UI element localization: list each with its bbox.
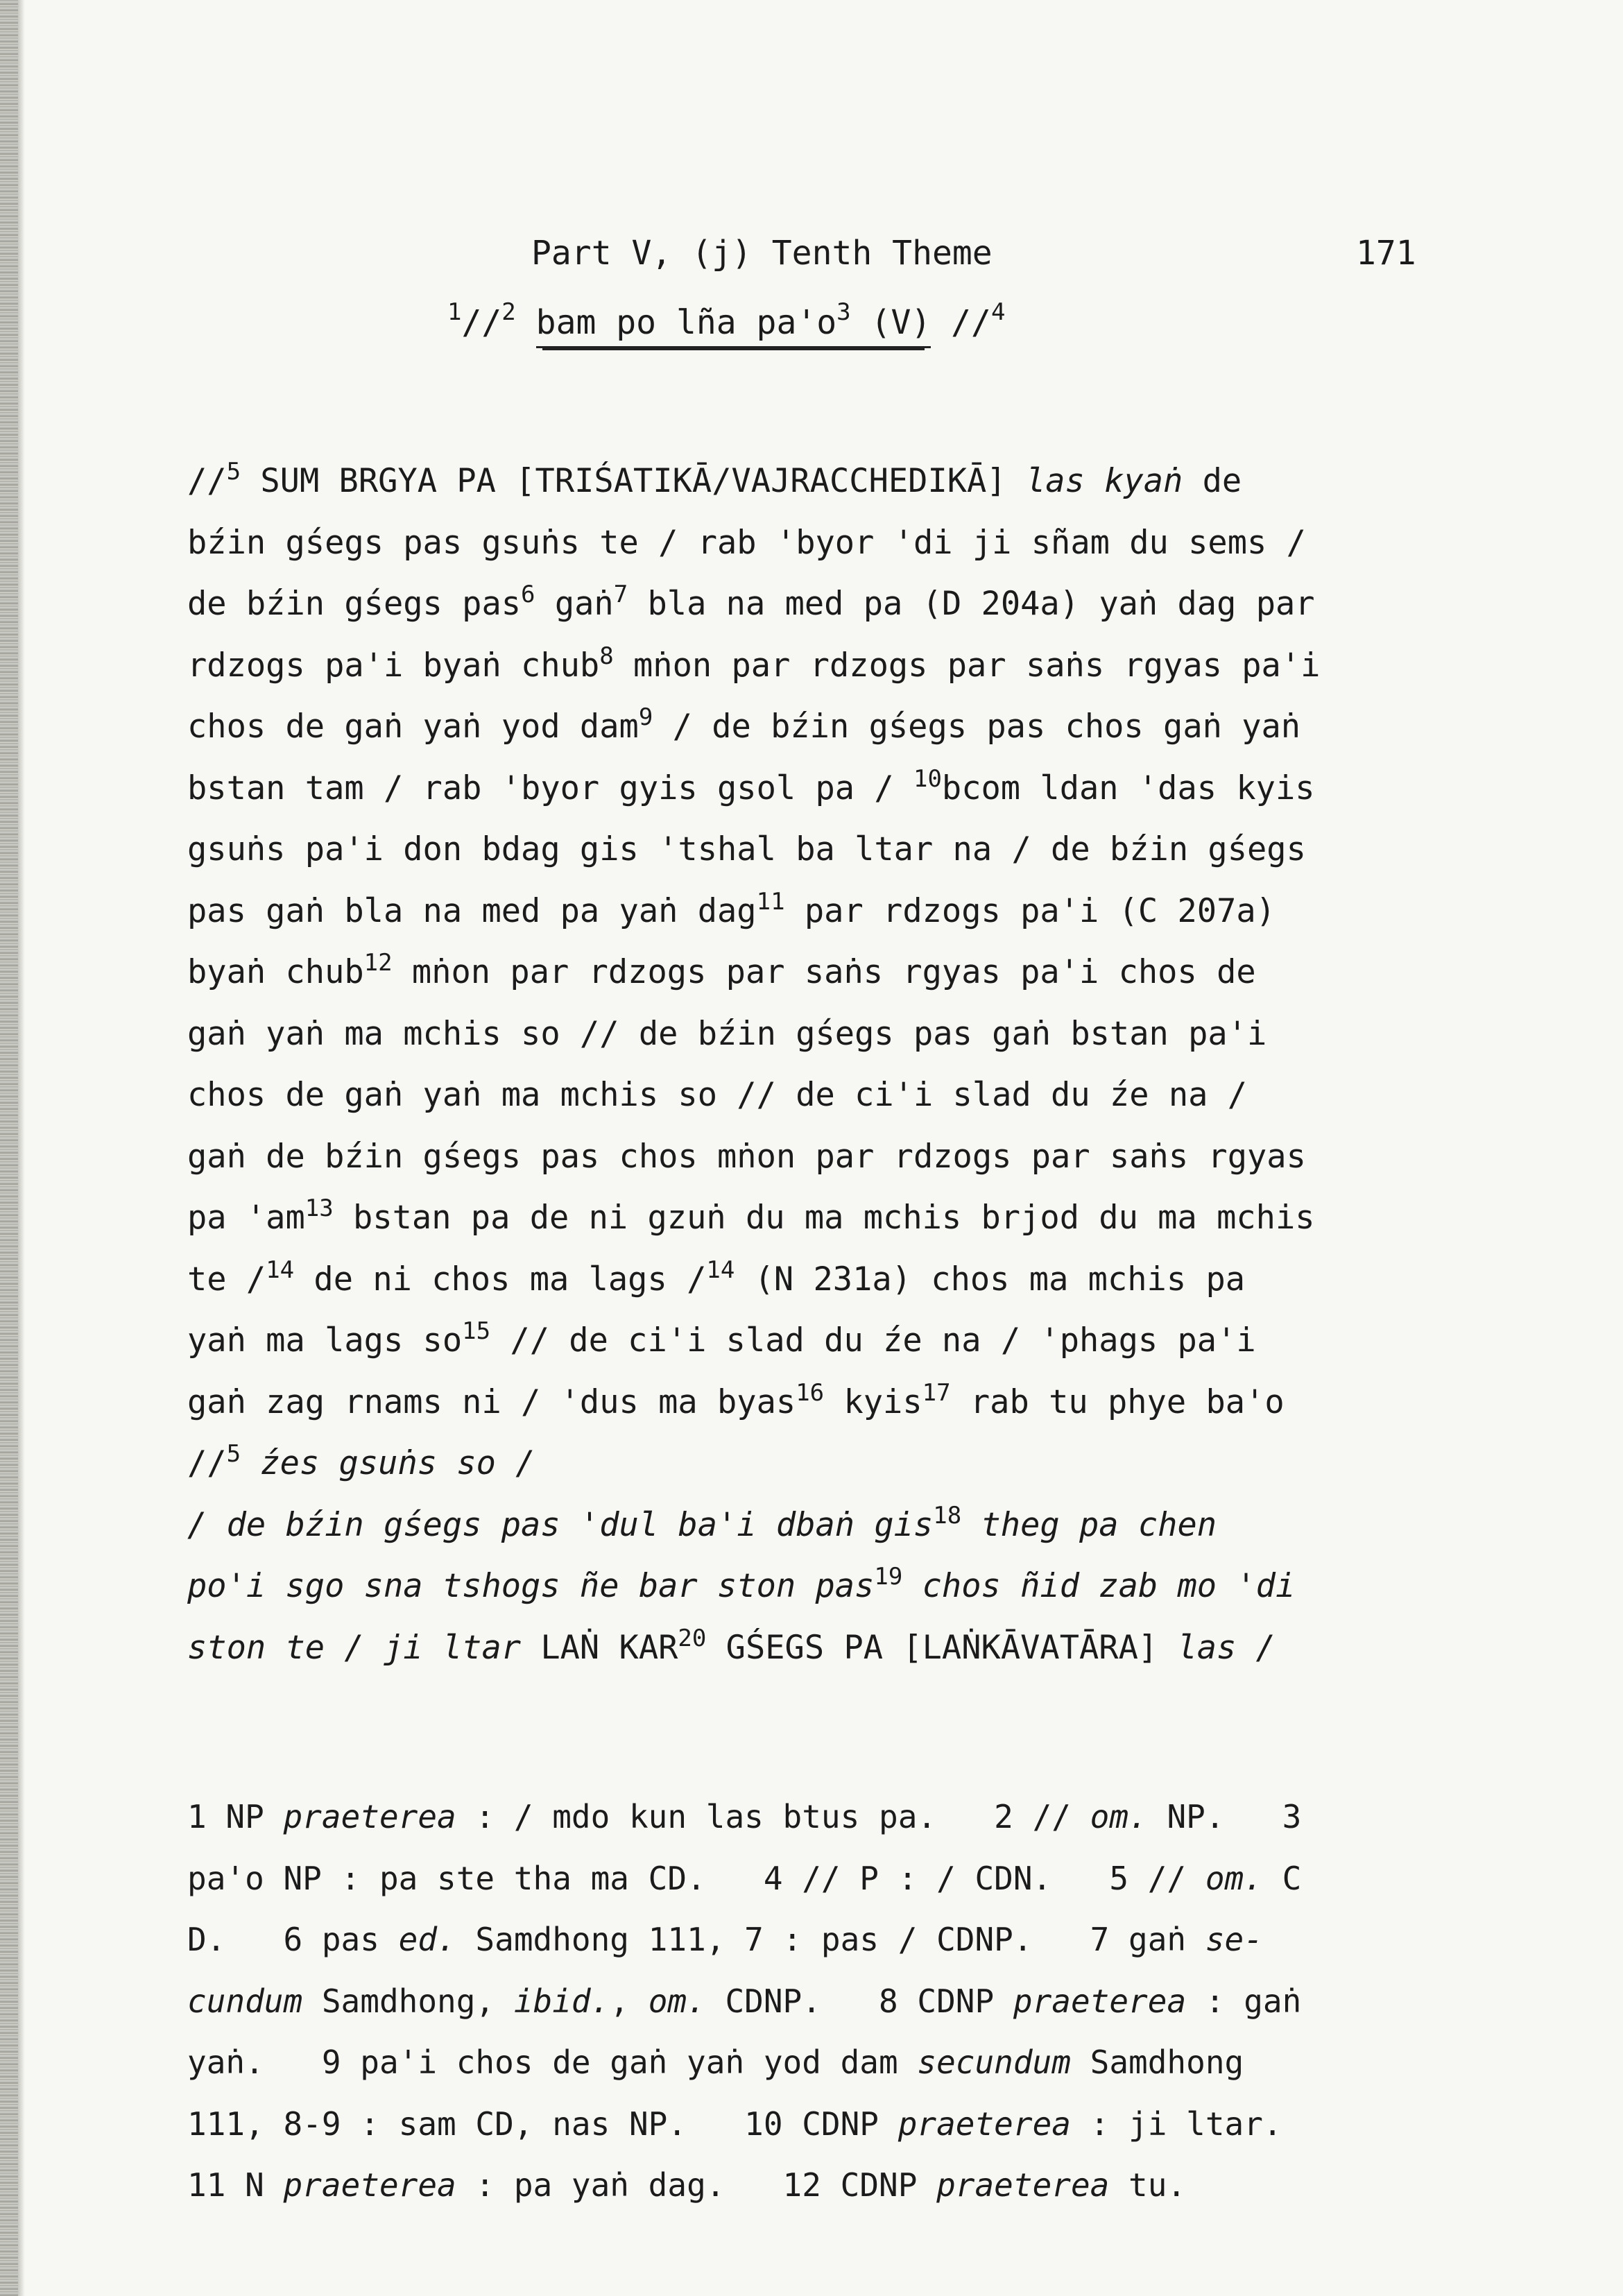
note-ref: 20 bbox=[678, 1624, 707, 1652]
body-line bbox=[187, 1065, 1436, 1126]
text-run bbox=[241, 1444, 260, 1482]
note-ref: 4 bbox=[990, 298, 1006, 326]
text-run: NP. 3 bbox=[1147, 1798, 1302, 1835]
title-text: bam po lña pa'o bbox=[535, 303, 837, 342]
text-run: bcom ldan 'das kyis bbox=[941, 769, 1315, 807]
note-ref: 5 bbox=[226, 458, 241, 486]
note-ref: 12 bbox=[363, 949, 393, 977]
italic-text: praeterea bbox=[936, 2166, 1110, 2204]
text-run: yaṅ. 9 pa'i chos de gaṅ yaṅ yod dam bbox=[187, 2044, 918, 2081]
body-line bbox=[187, 1188, 1436, 1249]
italic-text: ed. bbox=[398, 1921, 456, 1958]
note-ref: 11 bbox=[756, 887, 785, 916]
footnotes bbox=[187, 1786, 1436, 2216]
text-run: bźin gśegs pas gsuṅs te / rab 'byor 'di ji sñam du sems / bbox=[187, 523, 1306, 562]
body-line bbox=[187, 1126, 1436, 1188]
body-line bbox=[187, 1310, 1436, 1372]
text-run: : / mdo kun las btus pa. 2 // bbox=[456, 1798, 1090, 1835]
text-run: gaṅ zag rnams ni / 'dus ma byas bbox=[187, 1382, 796, 1421]
body-line bbox=[187, 1556, 1436, 1618]
body-line bbox=[187, 942, 1436, 1004]
body-line bbox=[187, 1372, 1436, 1434]
footnote-line bbox=[187, 1848, 1436, 1910]
footnote-line bbox=[187, 1909, 1436, 1971]
footnote-line bbox=[187, 1786, 1436, 1848]
footnote-line bbox=[187, 2032, 1436, 2093]
title-tail: (V) bbox=[870, 303, 931, 342]
section-title bbox=[447, 291, 1072, 354]
note-ref: 15 bbox=[462, 1317, 491, 1345]
note-ref: 1 bbox=[447, 298, 462, 326]
note-ref: 18 bbox=[933, 1501, 962, 1530]
italic-text: ibid. bbox=[513, 1982, 610, 2020]
text-run: , bbox=[610, 1982, 649, 2020]
italic-text: praeterea bbox=[1013, 1982, 1187, 2020]
note-ref: 13 bbox=[304, 1194, 334, 1222]
body-line bbox=[187, 819, 1436, 881]
text-run: te / bbox=[187, 1260, 266, 1299]
note-ref: 9 bbox=[638, 703, 653, 731]
text-run: byaṅ chub bbox=[187, 953, 364, 991]
page-number: 171 bbox=[1356, 234, 1416, 273]
text-run: gaṅ de bźin gśegs pas chos mṅon par rdzogs par saṅs rgyas bbox=[187, 1137, 1306, 1176]
double-slash: // bbox=[461, 303, 502, 342]
text-run: 11 N bbox=[187, 2166, 284, 2204]
text-run: par rdzogs pa'i (C 207a) bbox=[784, 891, 1276, 930]
text-run: gsuṅs pa'i don bdag gis 'tshal ba ltar na / de bźin gśegs bbox=[187, 830, 1306, 868]
text-run: chos de gaṅ yaṅ ma mchis so // de ci'i slad du źe na / bbox=[187, 1076, 1248, 1114]
text-run: de ni chos ma lags / bbox=[294, 1260, 707, 1299]
text-run: 111, 8-9 : sam CD, nas NP. 10 CDNP bbox=[187, 2105, 898, 2143]
italic-text: po'i sgo sna tshogs ñe bar ston pas bbox=[187, 1567, 875, 1605]
text-run: de bźin gśegs pas bbox=[187, 585, 522, 623]
text-run: 1 NP bbox=[187, 1798, 284, 1835]
text-run: // de ci'i slad du źe na / 'phags pa'i bbox=[490, 1321, 1256, 1360]
italic-text: om. bbox=[648, 1982, 706, 2020]
footnote-line bbox=[187, 2154, 1436, 2216]
italic-text: se- bbox=[1205, 1921, 1263, 1958]
text-run: chos de gaṅ yaṅ yod dam bbox=[187, 708, 639, 746]
note-ref: 14 bbox=[706, 1256, 735, 1284]
italic-text: źes gsuṅs so / bbox=[260, 1444, 535, 1482]
text-run: bstan pa de ni gzuṅ du ma mchis brjod du ma mchis bbox=[333, 1199, 1315, 1237]
italic-text: las kyaṅ bbox=[1025, 462, 1183, 500]
text-run: SUM BRGYA PA [TRIŚATIKĀ/VAJRACCHEDIKĀ] bbox=[241, 462, 1026, 500]
italic-text: las / bbox=[1177, 1628, 1276, 1667]
body-line bbox=[187, 635, 1436, 697]
body-line bbox=[187, 1249, 1436, 1311]
text-run: C bbox=[1262, 1859, 1302, 1897]
footnote-line bbox=[187, 2093, 1436, 2155]
text-run: Samdhong, bbox=[302, 1982, 514, 2020]
text-run: Samdhong 111, 7 : pas / CDNP. 7 gaṅ bbox=[456, 1921, 1205, 1958]
text-run: : ji ltar. bbox=[1070, 2105, 1282, 2143]
double-slash: // bbox=[951, 303, 991, 342]
body-line bbox=[187, 513, 1436, 574]
note-ref: 8 bbox=[599, 642, 614, 670]
text-run: : pa yaṅ dag. 12 CDNP bbox=[456, 2166, 937, 2204]
text-run: mṅon par rdzogs par saṅs rgyas pa'i bbox=[613, 646, 1321, 685]
running-head bbox=[0, 229, 1623, 277]
text-run: bstan tam / rab 'byor gyis gsol pa / bbox=[187, 769, 913, 807]
text-run: CDNP. 8 CDNP bbox=[705, 1982, 1013, 2020]
text-run: bla na med pa (D 204a) yaṅ dag par bbox=[628, 585, 1315, 623]
body-line bbox=[187, 1004, 1436, 1065]
text-run: : gaṅ bbox=[1186, 1982, 1302, 2020]
body-line bbox=[187, 451, 1436, 513]
italic-text: secundum bbox=[917, 2044, 1071, 2081]
italic-text: praeterea bbox=[283, 2166, 456, 2204]
text-run: pa'o NP : pa ste tha ma CD. 4 // P : / CDN. 5 // bbox=[187, 1859, 1205, 1897]
main-text bbox=[187, 451, 1436, 1679]
text-run: rab tu phye ba'o bbox=[950, 1382, 1285, 1421]
italic-text: praeterea bbox=[898, 2105, 1071, 2143]
text-run: yaṅ ma lags so bbox=[187, 1321, 463, 1360]
text-run: kyis bbox=[824, 1382, 922, 1421]
body-line bbox=[187, 574, 1436, 635]
italic-text: cundum bbox=[187, 1982, 303, 2020]
text-run: / de bźin gśegs pas chos gaṅ yaṅ bbox=[653, 708, 1301, 746]
text-run: // bbox=[187, 462, 227, 500]
text-run: GŚEGS PA [LAṄKĀVATĀRA] bbox=[706, 1628, 1178, 1667]
note-ref: 14 bbox=[266, 1256, 295, 1284]
text-run: // bbox=[187, 1444, 227, 1482]
body-line bbox=[187, 1495, 1436, 1557]
note-ref: 5 bbox=[226, 1440, 241, 1468]
running-title: Part V, (j) Tenth Theme bbox=[531, 234, 993, 273]
italic-text: om. bbox=[1090, 1798, 1148, 1835]
italic-text: chos ñid zab mo 'di bbox=[902, 1567, 1296, 1605]
text-run: tu. bbox=[1109, 2166, 1187, 2204]
text-run: Samdhong bbox=[1070, 2044, 1244, 2081]
italic-text: / de bźin gśegs pas 'dul ba'i dbaṅ gis bbox=[187, 1505, 934, 1544]
body-line bbox=[187, 758, 1436, 820]
text-run: gaṅ bbox=[535, 585, 614, 623]
body-line bbox=[187, 696, 1436, 758]
text-run: gaṅ yaṅ ma mchis so // de bźin gśegs pas gaṅ bstan pa'i bbox=[187, 1014, 1267, 1053]
footnote-line bbox=[187, 1971, 1436, 2032]
body-line bbox=[187, 881, 1436, 943]
text-run: pas gaṅ bla na med pa yaṅ dag bbox=[187, 891, 757, 930]
text-run: (N 231a) chos ma mchis pa bbox=[735, 1260, 1246, 1299]
text-run: LAṄ KAR bbox=[521, 1628, 678, 1667]
body-line bbox=[187, 1618, 1436, 1679]
italic-text: praeterea bbox=[283, 1798, 456, 1835]
note-ref: 17 bbox=[922, 1378, 951, 1407]
note-ref: 2 bbox=[501, 298, 516, 326]
italic-text: theg pa chen bbox=[961, 1505, 1217, 1544]
note-ref: 10 bbox=[913, 764, 942, 793]
note-ref: 7 bbox=[613, 581, 628, 608]
text-run: de bbox=[1183, 462, 1242, 500]
body-line bbox=[187, 1433, 1436, 1495]
note-ref: 19 bbox=[874, 1563, 903, 1591]
italic-text: ston te / ji ltar bbox=[187, 1628, 522, 1667]
note-ref: 6 bbox=[521, 581, 535, 608]
note-ref: 16 bbox=[796, 1378, 825, 1407]
text-run: D. 6 pas bbox=[187, 1921, 399, 1958]
title-underlined bbox=[535, 298, 931, 348]
note-ref: 3 bbox=[836, 298, 851, 326]
text-run: pa 'am bbox=[187, 1199, 305, 1237]
text-run: mṅon par rdzogs par saṅs rgyas pa'i chos de bbox=[392, 953, 1256, 991]
text-run: rdzogs pa'i byaṅ chub bbox=[187, 646, 600, 685]
italic-text: om. bbox=[1205, 1859, 1263, 1897]
